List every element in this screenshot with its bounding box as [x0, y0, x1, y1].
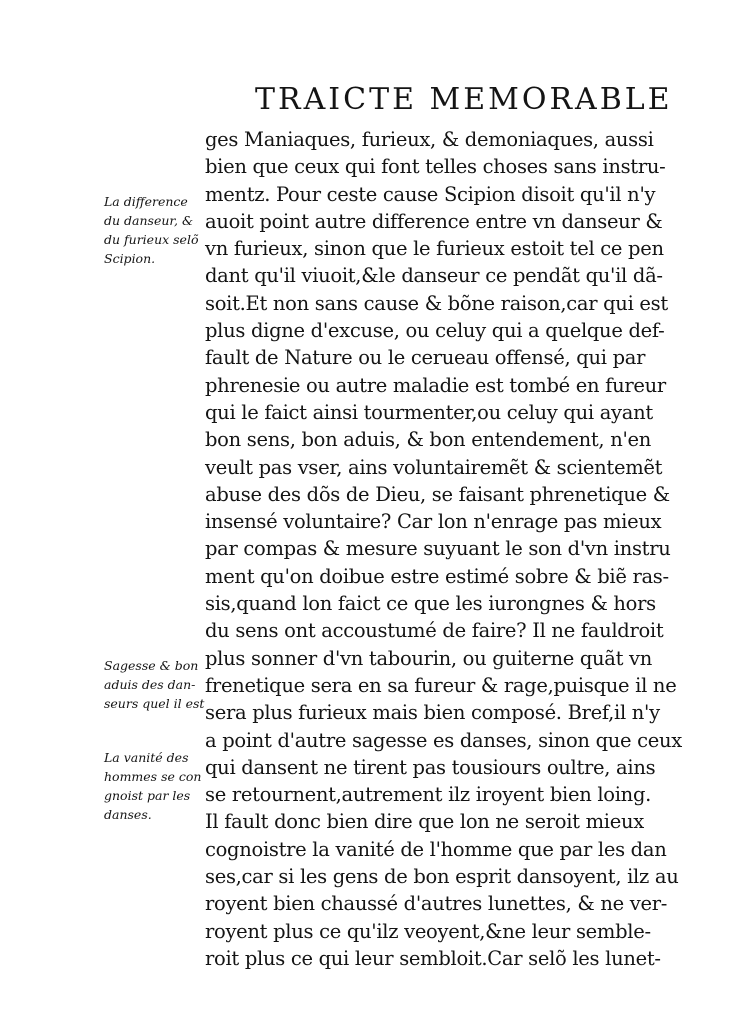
margin-note-sagesse — [104, 656, 204, 713]
margin-note-difference — [104, 192, 204, 268]
text-line: auoit point autre difference entre vn danseur & — [205, 209, 663, 233]
text-line: phrenesie ou autre maladie est tombé en fureur — [205, 373, 666, 397]
text-line: abuse des dõs de Dieu, se faisant phrenetique & — [205, 482, 670, 506]
margin-note-line: aduis des dan- — [104, 677, 196, 692]
text-line: vn furieux, sinon que le furieux estoit tel ce pen — [205, 237, 664, 261]
text-line: du sens ont accoustumé de faire? Il ne fauldroit — [205, 619, 664, 643]
text-line: dant qu'il viuoit,&le danseur ce pendãt qu'il dã- — [205, 264, 663, 288]
margin-note-line: danses. — [104, 807, 152, 822]
text-line: sis,quand lon faict ce que les iurongnes & hors — [205, 592, 656, 616]
text-line: qui le faict ainsi tourmenter,ou celuy qui ayant — [205, 400, 653, 424]
text-line: royent plus ce qu'ilz veoyent,&ne leur semble- — [205, 919, 651, 943]
text-line: ges Maniaques, furieux, & demoniaques, aussi — [205, 128, 654, 151]
text-line: bon sens, bon aduis, & bon entendement, n'en — [205, 428, 652, 452]
text-line: royent bien chaussé d'autres lunettes, & ne ver- — [205, 892, 668, 916]
text-line: qui dansent ne tirent pas tousiours oultre, ains — [205, 755, 656, 779]
text-line: ses,car si les gens de bon esprit dansoyent, ilz au — [205, 865, 679, 889]
margin-note-line: seurs quel il est — [104, 696, 205, 711]
text-line: insensé voluntaire? Car lon n'enrage pas mieux — [205, 510, 662, 534]
margin-note-line: du furieux selõ — [104, 232, 199, 247]
text-line: mentz. Pour ceste cause Scipion disoit qu'il n'y — [205, 182, 656, 206]
text-line: cognoistre la vanité de l'homme que par les dan — [205, 837, 667, 861]
margin-note-line: hommes se con — [104, 769, 202, 784]
text-line: bien que ceux qui font telles choses sans instru- — [205, 155, 666, 179]
text-line: roit plus ce qui leur sembloit.Car selõ les lunet- — [205, 946, 661, 970]
running-head: TRAICTE MEMORABLE — [255, 82, 673, 117]
text-line: ment qu'on doibue estre estimé sobre & biẽ ras- — [205, 564, 669, 588]
text-line: plus digne d'excuse, ou celuy qui a quelque def- — [205, 319, 665, 343]
text-line: se retournent,autrement ilz iroyent bien loing. — [205, 783, 652, 807]
text-line: sera plus furieux mais bien composé. Bref,il n'y — [205, 701, 660, 725]
text-line: veult pas vser, ains voluntairemẽt & scientemẽt — [205, 455, 663, 479]
margin-note-line: Scipion. — [104, 251, 156, 266]
margin-note-line: Sagesse & bon — [104, 658, 199, 673]
text-line: soit.Et non sans cause & bõne raison,car qui est — [205, 291, 668, 315]
text-line: par compas & mesure suyuant le son d'vn instru — [205, 537, 671, 561]
margin-note-line: gnoist par les — [104, 788, 191, 803]
margin-note-vanite — [104, 748, 204, 824]
margin-note-line: du danseur, & — [104, 213, 194, 228]
body-text — [205, 126, 682, 972]
text-line: frenetique sera en sa fureur & rage,puisque il ne — [205, 673, 677, 697]
text-line: a point d'autre sagesse es danses, sinon que ceux — [205, 728, 682, 752]
text-line: fault de Nature ou le cerueau offensé, qui par — [205, 346, 646, 370]
margin-note-line: La vanité des — [104, 750, 189, 765]
text-line: Il fault donc bien dire que lon ne seroit mieux — [205, 810, 644, 834]
text-line: plus sonner d'vn tabourin, ou guiterne quãt vn — [205, 646, 653, 670]
margin-note-line: La difference — [104, 194, 188, 209]
